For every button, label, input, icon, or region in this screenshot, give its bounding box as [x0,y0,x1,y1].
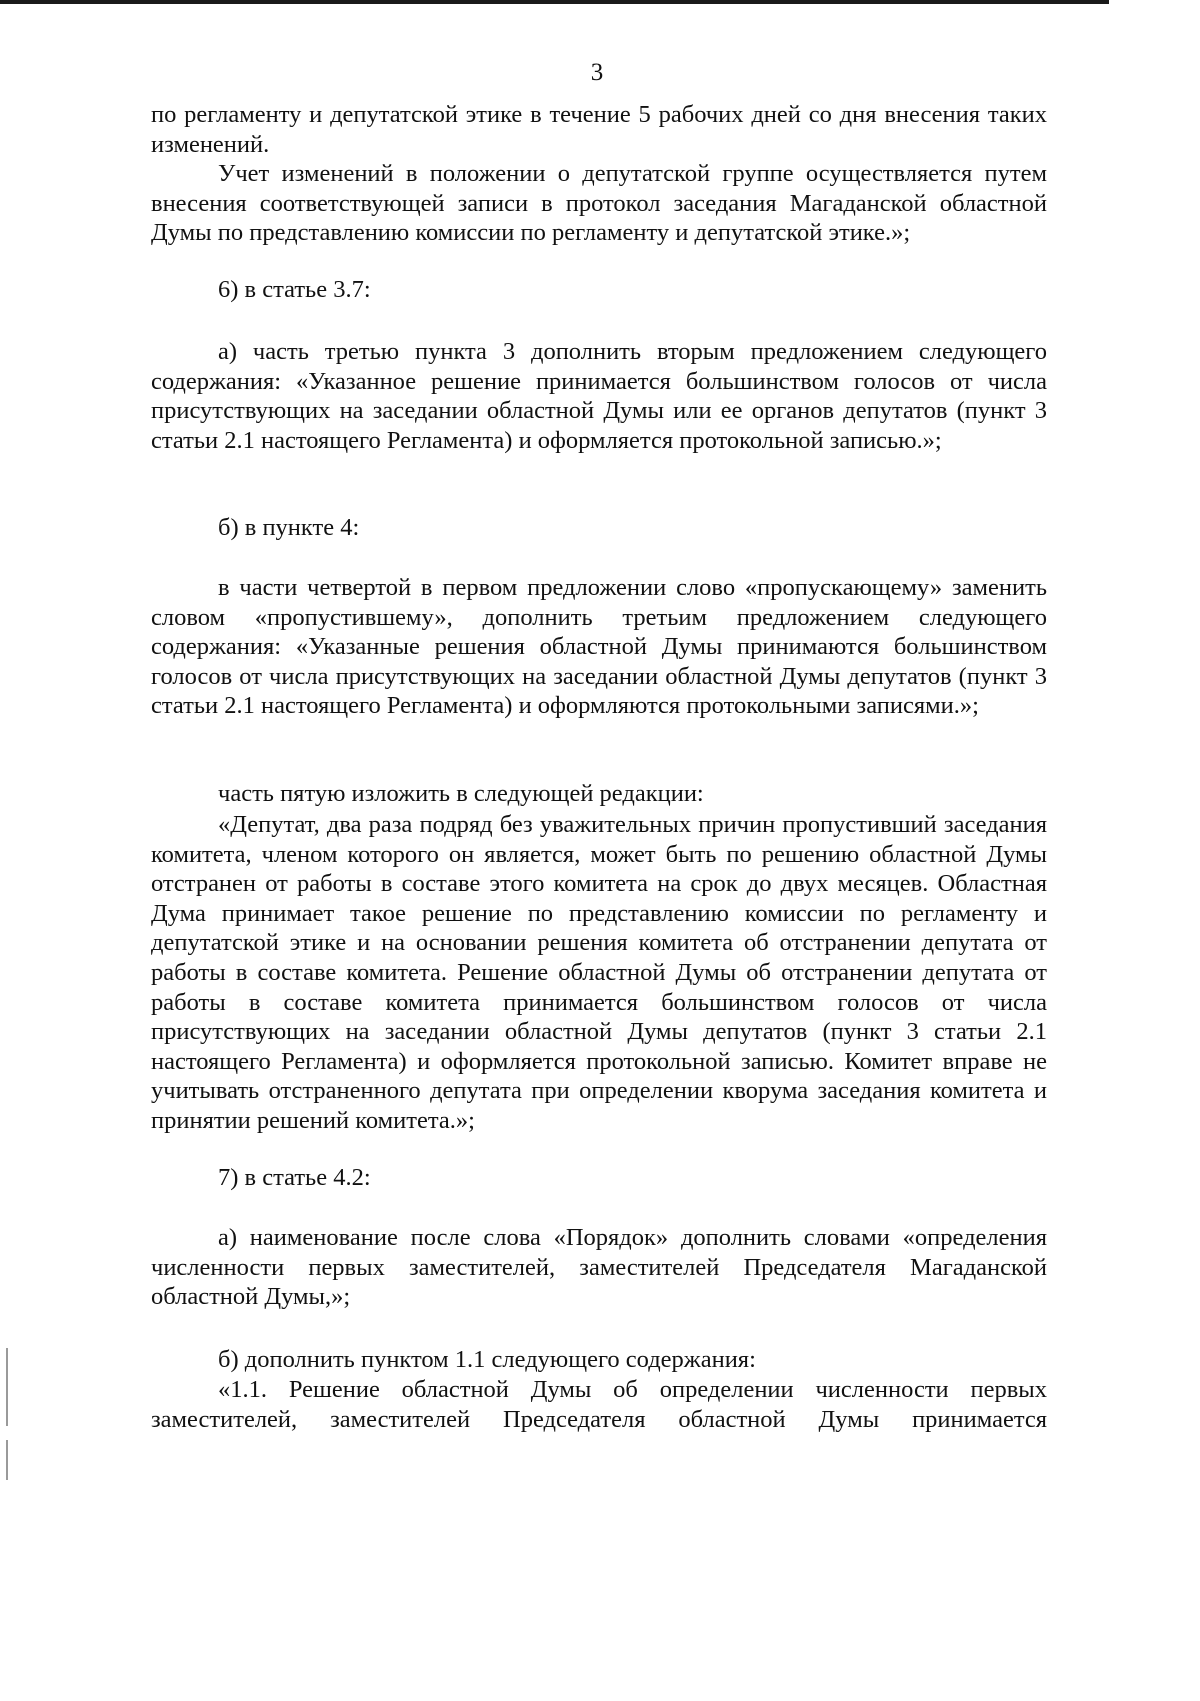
paragraph-continued: по регламенту и депутатской этике в течение 5 рабочих дней со дня внесения таких изменений. [151,101,1047,158]
heading-article-3-7: 6) в статье 3.7: [218,276,371,303]
scan-margin-mark [6,1440,8,1480]
top-border-line [0,0,1109,4]
paragraph-text: «Депутат, два раза подряд без уважительных причин пропустивший заседания комитета, членом которого он является, может быть по решению областной Думы отстранен от работы в составе этого комитета на срок до двух месяцев. Областная Дума принимает такое решение по представлению комиссии по регламенту и депутатской этике и на основании решения комитета об отстранении депутата от работы в составе комитета. Решение областной Думы об отстранении депутата от работы в составе комитета принимается большинством голосов от числа присутствующих на заседании областной Думы депутатов (пункт 3 статьи 2.1 настоящего Регламента) и оформляется протокольной записью. Комитет вправе не учитывать отстраненного депутата при определении кворума заседания комитета и принятии решений комитета.»; [151,811,1047,1134]
paragraph-text: а) наименование после слова «Порядок» дополнить словами «определения численности первых заместителей, заместителей Председателя Магаданской областной Думы,»; [151,1224,1047,1311]
paragraph-text: часть пятую изложить в следующей редакции: [218,780,704,807]
paragraph [151,573,1047,721]
paragraph-text: а) часть третью пункта 3 дополнить вторым предложением следующего содержания: «Указанное решение принимается большинством голосов от числа присутствующих на заседании областной Думы или ее органов депутатов (пункт 3 статьи 2.1 настоящего Регламента) и оформляется протокольной записью.»; [151,338,1047,454]
paragraph [151,1345,1047,1375]
section-heading [151,275,1047,305]
paragraph [151,779,1047,809]
paragraph-text: б) дополнить пунктом 1.1 следующего содержания: [218,1346,756,1373]
paragraph-text: Учет изменений в положении о депутатской группе осуществляется путем внесения соответствующей записи в протокол заседания Магаданской областной Думы по представлению комиссии по регламенту и депутатской этике.»; [151,160,1047,247]
paragraph-text: в части четвертой в первом предложении слово «пропускающему» заменить словом «пропустившему», дополнить третьим предложением следующего содержания: «Указанные решения областной Думы принимаются большинством голосов от числа присутствующих на заседании областной Думы депутатов (пункт 3 статьи 2.1 настоящего Регламента) и оформляются протокольными записями.»; [151,574,1047,720]
paragraph-text: «1.1. Решение областной Думы об определении численности первых заместителей, заместителей Председателя областной Думы принимается [151,1376,1047,1433]
paragraph [151,1223,1047,1312]
section-heading [151,513,1047,543]
quoted-paragraph [151,1375,1047,1434]
heading-article-4-2: 7) в статье 4.2: [218,1164,371,1191]
quoted-paragraph [151,810,1047,1136]
paragraph [151,100,1047,159]
page-number: 3 [590,59,604,86]
scan-margin-mark [6,1348,8,1426]
section-heading [151,1163,1047,1193]
paragraph [151,159,1047,248]
paragraph [151,337,1047,455]
heading-point-4: б) в пункте 4: [218,514,360,541]
